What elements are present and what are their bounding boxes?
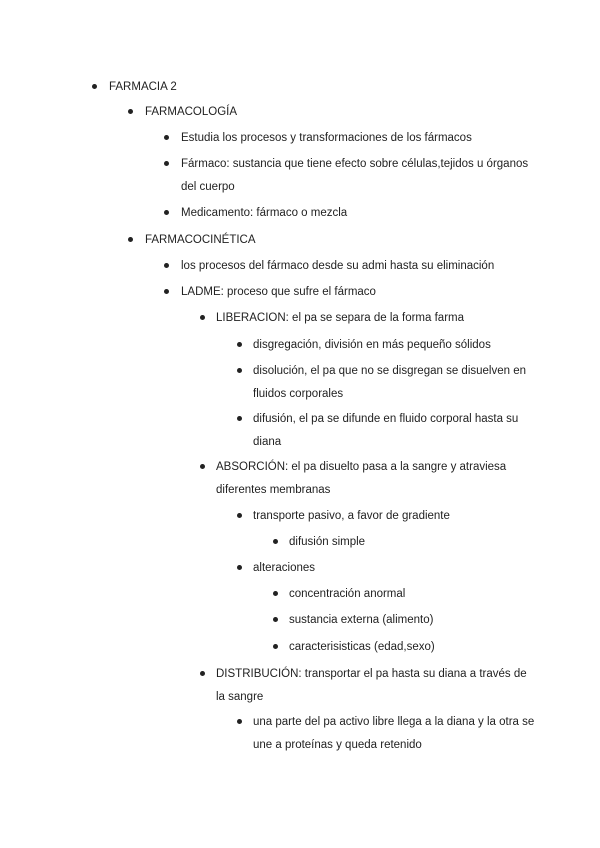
outline-item-liberacion [200, 307, 530, 330]
bullet-icon [273, 591, 278, 596]
bullet-icon [237, 719, 242, 724]
bullet-icon [164, 289, 169, 294]
outline-item-farmacologia [128, 101, 528, 124]
list-item [237, 505, 527, 528]
heading-farmacologia: FARMACOLOGÍA [145, 106, 238, 118]
list-item-text: disgregación, división en más pequeño sólidos [253, 339, 491, 351]
bullet-icon [237, 513, 242, 518]
bullet-icon [164, 135, 169, 140]
list-item-text: Estudia los procesos y transformaciones de los fármacos [181, 132, 472, 144]
heading-absorcion: ABSORCIÓN: el pa disuelto pasa a la sangre y atraviesa diferentes membranas [216, 461, 507, 496]
outline-item-absorcion [200, 456, 530, 501]
list-item-text: alteraciones [253, 562, 316, 574]
bullet-icon [273, 644, 278, 649]
heading-liberacion: LIBERACION: el pa se separa de la forma farma [216, 312, 464, 324]
outline-item-distribucion [200, 663, 530, 708]
list-item [273, 609, 523, 632]
list-item-text: sustancia externa (alimento) [289, 614, 434, 626]
bullet-icon [200, 464, 205, 469]
bullet-icon [128, 237, 133, 242]
bullet-icon [273, 617, 278, 622]
list-item [237, 334, 527, 357]
list-item [164, 281, 534, 304]
bullet-icon [273, 539, 278, 544]
list-item-text: difusión, el pa se difunde en fluido corporal hasta su diana [253, 413, 519, 448]
bullet-icon [237, 416, 242, 421]
bullet-icon [92, 84, 97, 89]
list-item-text: difusión simple [289, 536, 366, 548]
list-item [164, 255, 534, 278]
list-item-text: Medicamento: fármaco o mezcla [181, 207, 348, 219]
list-item-text: caracterisisticas (edad,sexo) [289, 641, 435, 653]
list-item-text: LADME: proceso que sufre el fármaco [181, 286, 376, 298]
bullet-icon [237, 342, 242, 347]
list-item-text: disolución, el pa que no se disgregan se disuelven en fluidos corporales [253, 365, 526, 400]
bullet-icon [164, 161, 169, 166]
list-item [273, 636, 523, 659]
heading-farmacia: FARMACIA 2 [109, 81, 177, 93]
list-item [237, 408, 527, 453]
list-item [237, 557, 527, 580]
list-item [164, 202, 534, 225]
list-item [164, 127, 534, 150]
bullet-icon [237, 368, 242, 373]
bullet-icon [164, 263, 169, 268]
list-item [237, 360, 527, 405]
list-item-text: transporte pasivo, a favor de gradiente [253, 510, 450, 522]
list-item-text: Fármaco: sustancia que tiene efecto sobre células,tejidos u órganos del cuerpo [181, 158, 529, 193]
list-item-text: una parte del pa activo libre llega a la diana y la otra se une a proteínas y queda retenido [253, 716, 535, 751]
outline-item-farmacocinetica [128, 229, 528, 252]
bullet-icon [200, 315, 205, 320]
list-item-text: concentración anormal [289, 588, 406, 600]
bullet-icon [200, 671, 205, 676]
bullet-icon [237, 565, 242, 570]
outline-item-farmacia [92, 76, 512, 99]
bullet-icon [128, 109, 133, 114]
list-item [273, 583, 523, 606]
bullet-icon [164, 210, 169, 215]
heading-distribucion: DISTRIBUCIÓN: transportar el pa hasta su diana a través de la sangre [216, 668, 527, 703]
list-item [237, 711, 537, 756]
list-item [164, 153, 534, 198]
list-item-text: los procesos del fármaco desde su admi hasta su eliminación [181, 260, 495, 272]
list-item [273, 531, 523, 554]
heading-farmacocinetica: FARMACOCINÉTICA [145, 234, 256, 246]
